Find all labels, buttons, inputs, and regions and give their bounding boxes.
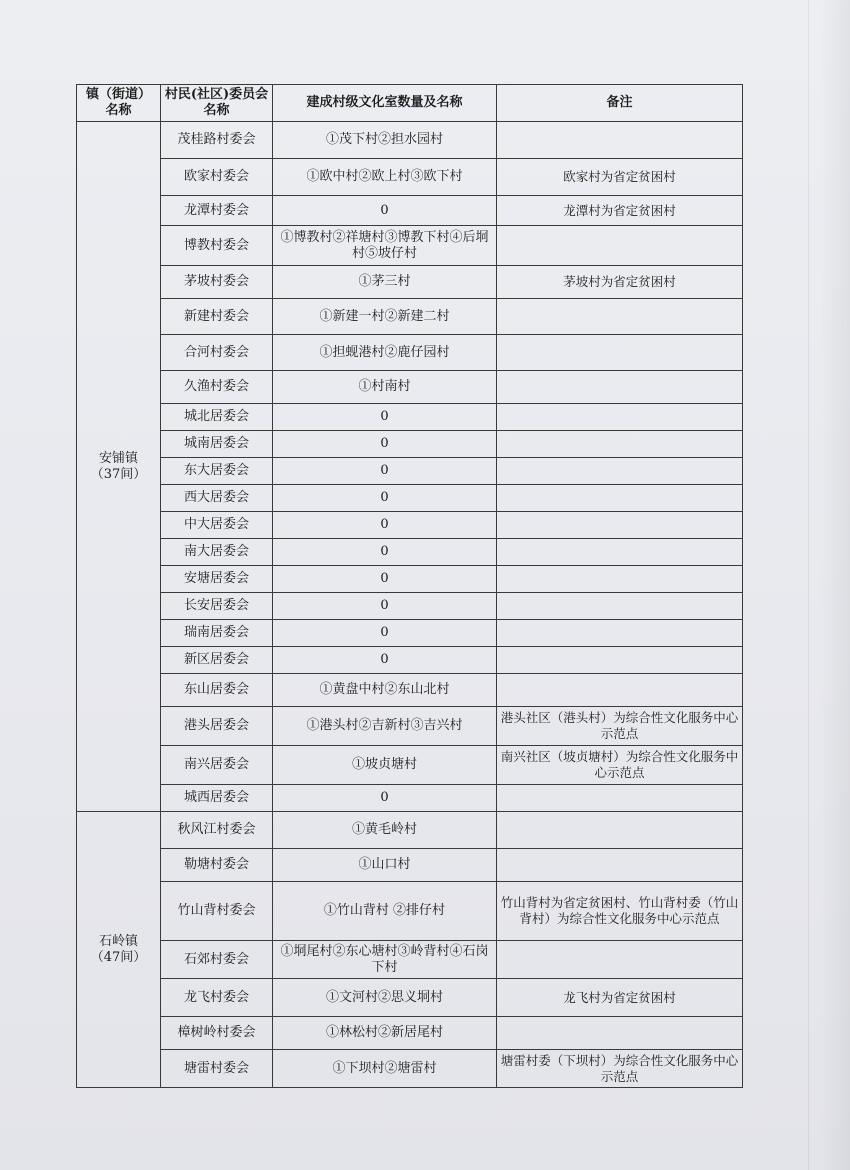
page-edge-shadow	[820, 0, 850, 1170]
rooms-cell: ①下坝村②塘雷村	[273, 1050, 497, 1088]
remarks-cell	[497, 404, 743, 431]
table-row	[77, 159, 743, 196]
table-row	[77, 882, 743, 941]
remarks-cell	[497, 1017, 743, 1050]
remarks-cell	[497, 122, 743, 159]
committee-cell: 龙飞村委会	[161, 979, 273, 1017]
table-row	[77, 485, 743, 512]
committee-cell: 石郊村委会	[161, 941, 273, 979]
table-row	[77, 1050, 743, 1088]
rooms-cell: 0	[273, 566, 497, 593]
rooms-cell: 0	[273, 458, 497, 485]
rooms-cell: ①博教村②祥塘村③博教下村④后垌村⑤坡仔村	[273, 226, 497, 266]
header-rooms: 建成村级文化室数量及名称	[273, 85, 497, 122]
committee-cell: 久渔村委会	[161, 371, 273, 404]
remarks-cell	[497, 620, 743, 647]
committee-cell: 南大居委会	[161, 539, 273, 566]
committee-cell: 竹山背村委会	[161, 882, 273, 941]
page-crease	[808, 0, 809, 1170]
rooms-cell: 0	[273, 431, 497, 458]
rooms-cell: ①垌尾村②东心塘村③岭背村④石岗下村	[273, 941, 497, 979]
committee-cell: 瑞南居委会	[161, 620, 273, 647]
town-cell	[77, 122, 161, 812]
committee-cell: 勒塘村委会	[161, 849, 273, 882]
table-row	[77, 371, 743, 404]
rooms-cell: 0	[273, 512, 497, 539]
table-row	[77, 122, 743, 159]
rooms-cell: 0	[273, 539, 497, 566]
town-room-count: （37间）	[90, 466, 147, 482]
rooms-cell: 0	[273, 620, 497, 647]
remarks-cell	[497, 226, 743, 266]
remarks-cell	[497, 512, 743, 539]
committee-cell: 城南居委会	[161, 431, 273, 458]
table-row	[77, 1017, 743, 1050]
remarks-cell	[497, 485, 743, 512]
rooms-cell: 0	[273, 785, 497, 812]
table-body	[77, 122, 743, 1088]
committee-cell: 城西居委会	[161, 785, 273, 812]
header-town: 镇（街道）名称	[77, 85, 161, 122]
table-row	[77, 335, 743, 371]
remarks-cell	[497, 785, 743, 812]
cultural-room-table	[76, 84, 743, 1088]
table-row	[77, 979, 743, 1017]
remarks-cell	[497, 941, 743, 979]
remarks-cell	[497, 593, 743, 620]
rooms-cell: ①欧中村②欧上村③欧下村	[273, 159, 497, 196]
remarks-cell	[497, 371, 743, 404]
rooms-cell: ①担蚬港村②鹿仔园村	[273, 335, 497, 371]
committee-cell: 塘雷村委会	[161, 1050, 273, 1088]
remarks-cell: 竹山背村为省定贫困村、竹山背村委（竹山背村）为综合性文化服务中心示范点	[497, 882, 743, 941]
rooms-cell: ①山口村	[273, 849, 497, 882]
rooms-cell: ①坡贞塘村	[273, 746, 497, 785]
rooms-cell: ①竹山背村 ②排仔村	[273, 882, 497, 941]
remarks-cell	[497, 849, 743, 882]
committee-cell: 城北居委会	[161, 404, 273, 431]
town-cell	[77, 812, 161, 1088]
committee-cell: 秋风江村委会	[161, 812, 273, 849]
committee-cell: 长安居委会	[161, 593, 273, 620]
remarks-cell	[497, 647, 743, 674]
remarks-cell: 龙潭村为省定贫困村	[497, 196, 743, 226]
committee-cell: 欧家村委会	[161, 159, 273, 196]
rooms-cell: ①茂下村②担水园村	[273, 122, 497, 159]
table-row	[77, 647, 743, 674]
remarks-cell	[497, 539, 743, 566]
committee-cell: 安塘居委会	[161, 566, 273, 593]
header-remarks: 备注	[497, 85, 743, 122]
town-room-count: （47间）	[90, 949, 147, 965]
remarks-cell: 塘雷村委（下坝村）为综合性文化服务中心示范点	[497, 1050, 743, 1088]
table-row	[77, 539, 743, 566]
remarks-cell: 南兴社区（坡贞塘村）为综合性文化服务中心示范点	[497, 746, 743, 785]
rooms-cell: ①黄盘中村②东山北村	[273, 674, 497, 707]
remarks-cell: 龙飞村为省定贫困村	[497, 979, 743, 1017]
remarks-cell	[497, 299, 743, 335]
table-row	[77, 849, 743, 882]
rooms-cell: ①文河村②思义垌村	[273, 979, 497, 1017]
rooms-cell: ①黄毛岭村	[273, 812, 497, 849]
committee-cell: 中大居委会	[161, 512, 273, 539]
remarks-cell	[497, 674, 743, 707]
committee-cell: 港头居委会	[161, 707, 273, 746]
rooms-cell: ①新建一村②新建二村	[273, 299, 497, 335]
rooms-cell: ①村南村	[273, 371, 497, 404]
table-row	[77, 707, 743, 746]
remarks-cell	[497, 431, 743, 458]
table-row	[77, 512, 743, 539]
table-row	[77, 266, 743, 299]
committee-cell: 新建村委会	[161, 299, 273, 335]
rooms-cell: 0	[273, 485, 497, 512]
committee-cell: 合河村委会	[161, 335, 273, 371]
table-row	[77, 620, 743, 647]
table-row	[77, 941, 743, 979]
remarks-cell: 茅坡村为省定贫困村	[497, 266, 743, 299]
town-name: 石岭镇	[98, 933, 138, 949]
table-row	[77, 812, 743, 849]
header-committee: 村民(社区)委员会名称	[161, 85, 273, 122]
remarks-cell	[497, 335, 743, 371]
table-row	[77, 593, 743, 620]
committee-cell: 茅坡村委会	[161, 266, 273, 299]
remarks-cell: 欧家村为省定贫困村	[497, 159, 743, 196]
committee-cell: 西大居委会	[161, 485, 273, 512]
committee-cell: 茂桂路村委会	[161, 122, 273, 159]
rooms-cell: ①港头村②吉新村③吉兴村	[273, 707, 497, 746]
table-header-row	[77, 85, 743, 122]
remarks-cell: 港头社区（港头村）为综合性文化服务中心示范点	[497, 707, 743, 746]
rooms-cell: 0	[273, 196, 497, 226]
committee-cell: 东山居委会	[161, 674, 273, 707]
table-row	[77, 785, 743, 812]
table-row	[77, 196, 743, 226]
table-row	[77, 458, 743, 485]
table-row	[77, 404, 743, 431]
remarks-cell	[497, 458, 743, 485]
remarks-cell	[497, 812, 743, 849]
committee-cell: 博教村委会	[161, 226, 273, 266]
committee-cell: 南兴居委会	[161, 746, 273, 785]
table-row	[77, 299, 743, 335]
table-row	[77, 746, 743, 785]
rooms-cell: 0	[273, 647, 497, 674]
table-row	[77, 566, 743, 593]
committee-cell: 东大居委会	[161, 458, 273, 485]
rooms-cell: 0	[273, 593, 497, 620]
committee-cell: 樟树岭村委会	[161, 1017, 273, 1050]
committee-cell: 新区居委会	[161, 647, 273, 674]
rooms-cell: ①林松村②新居尾村	[273, 1017, 497, 1050]
rooms-cell: ①茅三村	[273, 266, 497, 299]
committee-cell: 龙潭村委会	[161, 196, 273, 226]
table-row	[77, 226, 743, 266]
table-row	[77, 674, 743, 707]
town-name: 安铺镇	[98, 450, 138, 466]
table-row	[77, 431, 743, 458]
remarks-cell	[497, 566, 743, 593]
rooms-cell: 0	[273, 404, 497, 431]
